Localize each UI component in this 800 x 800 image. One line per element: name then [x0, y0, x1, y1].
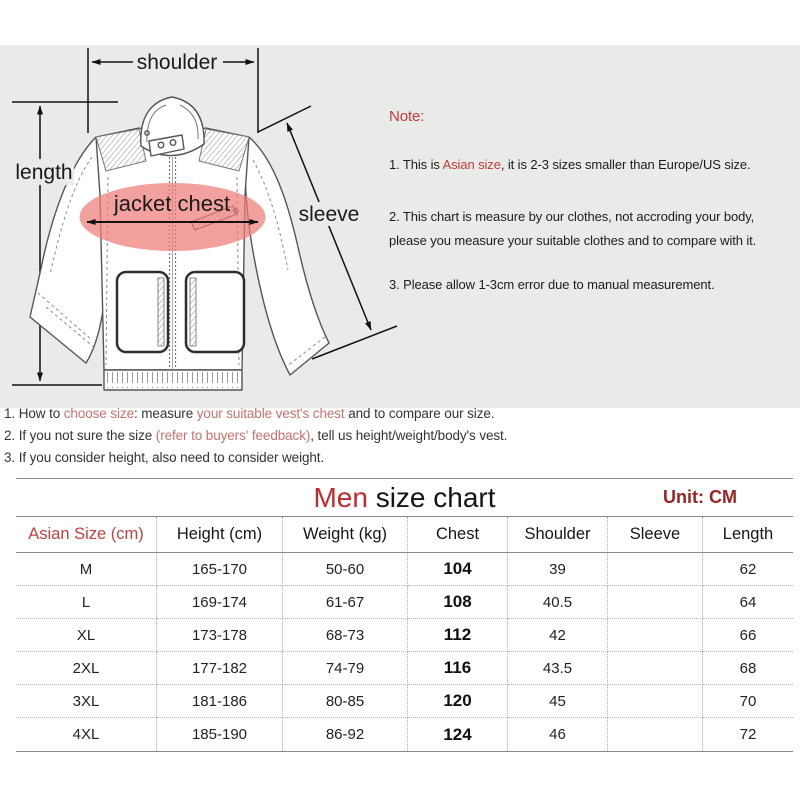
table-cell-XL-3: 112: [408, 619, 508, 652]
table-cell-2XL-1: 177-182: [157, 652, 283, 685]
note-1-text: 1. This is: [389, 157, 443, 172]
jacket-diagram: [0, 45, 400, 408]
table-cell-M-6: 62: [703, 553, 793, 586]
note-1-text-end: , it is 2-3 sizes smaller than Europe/US size.: [500, 157, 751, 172]
tip-1-text-2: : measure: [133, 406, 197, 421]
table-cell-2XL-2: 74-79: [283, 652, 408, 685]
column-header-2: Weight (kg): [283, 517, 408, 553]
table-cell-L-3: 108: [408, 586, 508, 619]
tip-line-2: [4, 425, 507, 447]
column-header-5: Sleeve: [608, 517, 703, 553]
table-cell-M-1: 165-170: [157, 553, 283, 586]
table-cell-3XL-0: 3XL: [16, 685, 157, 718]
table-cell-L-6: 64: [703, 586, 793, 619]
table-cell-L-2: 61-67: [283, 586, 408, 619]
unit-label: Unit: CM: [663, 487, 737, 507]
sleeve-label: sleeve: [298, 203, 360, 226]
table-cell-3XL-5: [608, 685, 703, 718]
table-cell-4XL-2: 86-92: [283, 718, 408, 751]
tip-line-3: 3. If you consider height, also need to consider weight.: [4, 450, 325, 465]
length-label: length: [15, 161, 73, 184]
tip-1-text-3: and to compare our size.: [344, 406, 495, 421]
note-1-highlight: Asian size: [442, 157, 501, 172]
table-cell-4XL-4: 46: [508, 718, 608, 751]
table-cell-XL-1: 173-178: [157, 619, 283, 652]
note-2-line2: please you measure your suitable clothes and to compare with it.: [389, 233, 757, 248]
sizing-tips: [4, 403, 507, 469]
tip-line-1: [4, 403, 507, 425]
table-cell-L-4: 40.5: [508, 586, 608, 619]
table-cell-2XL-4: 43.5: [508, 652, 608, 685]
size-chart-title-row: [16, 478, 793, 516]
table-cell-2XL-0: 2XL: [16, 652, 157, 685]
table-cell-3XL-4: 45: [508, 685, 608, 718]
table-cell-M-2: 50-60: [283, 553, 408, 586]
shoulder-label: shoulder: [136, 51, 218, 74]
table-cell-3XL-2: 80-85: [283, 685, 408, 718]
tip-1-highlight-1: choose size: [63, 406, 134, 421]
tip-2-text: 2. If you not sure the size: [4, 428, 156, 443]
size-chart-grid: [16, 516, 793, 752]
column-header-4: Shoulder: [508, 517, 608, 553]
table-cell-XL-2: 68-73: [283, 619, 408, 652]
table-cell-2XL-6: 68: [703, 652, 793, 685]
table-cell-XL-6: 66: [703, 619, 793, 652]
table-cell-M-0: M: [16, 553, 157, 586]
table-cell-XL-4: 42: [508, 619, 608, 652]
size-chart-title: [313, 482, 495, 514]
table-cell-4XL-3: 124: [408, 718, 508, 751]
column-header-3: Chest: [408, 517, 508, 553]
table-cell-4XL-6: 72: [739, 726, 757, 743]
jacket-chest-label: jacket chest: [113, 191, 231, 216]
note-item-1: [389, 157, 751, 172]
tip-1-text: 1. How to: [4, 406, 64, 421]
diagram-panel: [0, 45, 800, 408]
tip-2-highlight: (refer to buyers' feedback): [155, 428, 311, 443]
table-cell-3XL-6: 70: [703, 685, 793, 718]
table-cell-2XL-3: 116: [408, 652, 508, 685]
table-cell-3XL-3: 120: [408, 685, 508, 718]
note-item-2: [389, 205, 756, 253]
table-cell-L-1: 169-174: [157, 586, 283, 619]
table-cell-4XL-5: [608, 718, 703, 751]
table-cell-L-0: L: [16, 586, 157, 619]
size-chart-table: [16, 478, 793, 752]
table-cell-XL-0: XL: [16, 619, 157, 652]
table-cell-2XL-5: [608, 652, 703, 685]
table-cell-M-5: [608, 553, 703, 586]
table-cell-3XL-1: 181-186: [157, 685, 283, 718]
table-cell-M-3: 104: [408, 553, 508, 586]
table-cell-4XL-0: 4XL: [16, 718, 157, 751]
table-cell-M-4: 39: [508, 553, 608, 586]
table-cell-XL-5: [608, 619, 703, 652]
column-header-6: Length: [703, 517, 793, 553]
table-cell-L-5: [608, 586, 703, 619]
notes-title: Note:: [389, 108, 425, 125]
tip-1-highlight-2: your suitable vest's chest: [196, 406, 345, 421]
column-header-1: Height (cm): [157, 517, 283, 553]
chest-ellipse: [80, 183, 266, 251]
size-chart-title-rest: size chart: [367, 481, 496, 513]
note-2-line1: 2. This chart is measure by our clothes, not accroding your body,: [389, 209, 755, 224]
size-chart-title-accent: Men: [313, 481, 368, 513]
tip-2-text-2: , tell us height/weight/body's vest.: [310, 428, 508, 443]
note-item-3: 3. Please allow 1-3cm error due to manual measurement.: [389, 277, 715, 292]
table-cell-4XL-1: 185-190: [157, 718, 283, 751]
column-header-0: Asian Size (cm): [16, 517, 157, 553]
